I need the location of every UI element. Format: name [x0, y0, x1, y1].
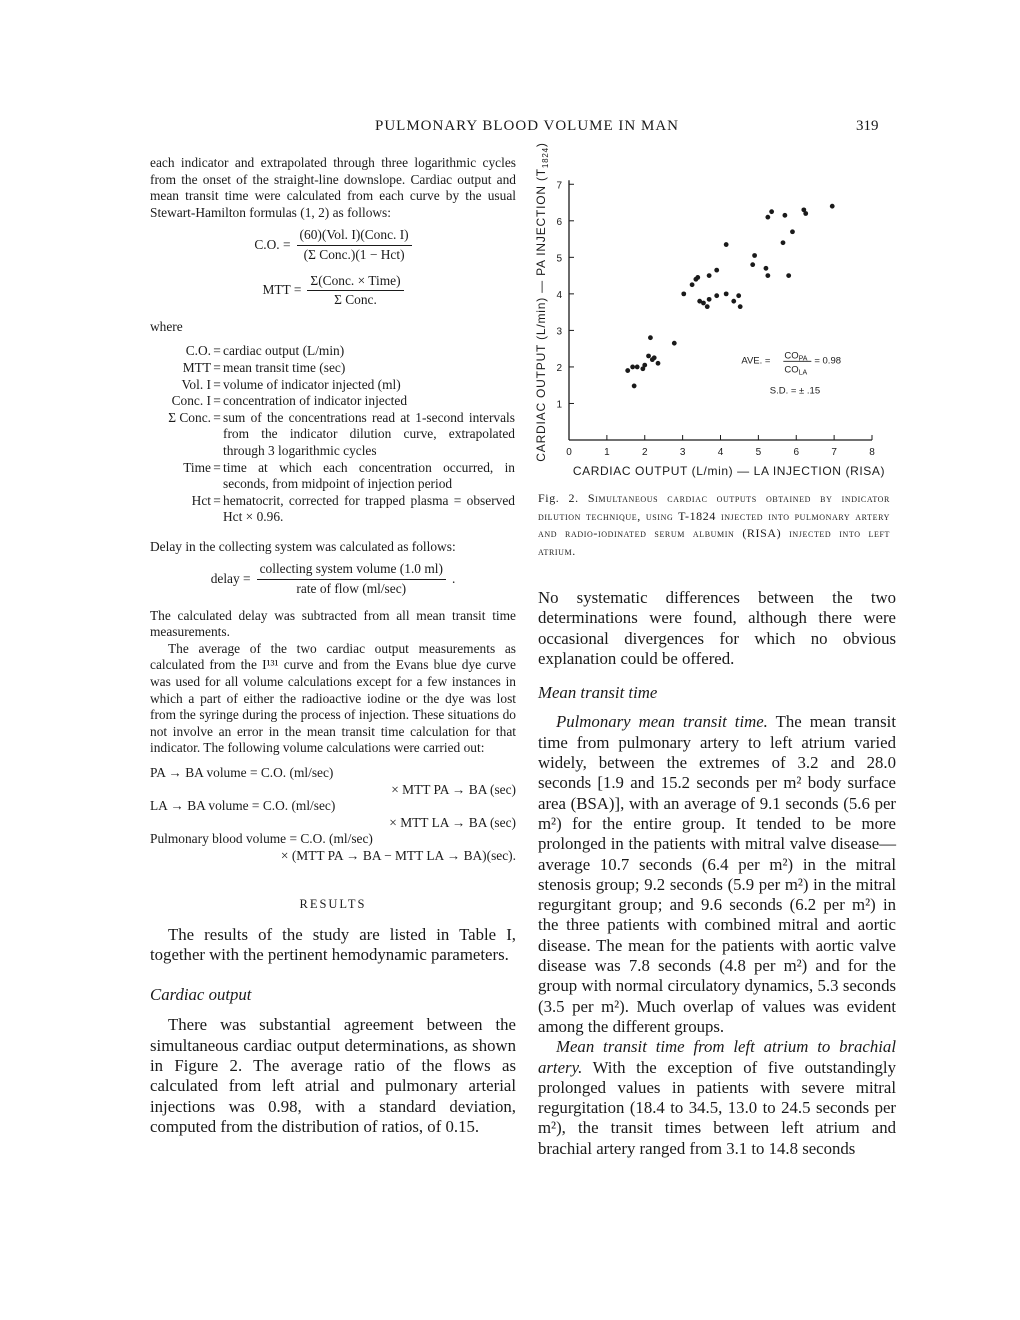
def-key: Time — [183, 459, 211, 475]
def-key: Hct — [191, 492, 211, 508]
data-point — [672, 341, 677, 346]
delay-intro: Delay in the collecting system was calculated as follows: — [150, 538, 456, 554]
plot-axes — [569, 180, 872, 440]
data-point — [724, 291, 729, 296]
annotation-ave-prefix: AVE. = — [741, 355, 771, 367]
def-value: time at which each concentration occurred, in seconds, from midpoint of injection period — [223, 459, 515, 492]
co-formula — [150, 227, 516, 263]
y-tick-label: 1 — [556, 399, 562, 411]
def-key: MTT — [182, 359, 211, 375]
data-point — [786, 273, 791, 278]
where-label: where — [150, 318, 183, 334]
delay-formula — [150, 561, 516, 597]
data-point — [642, 363, 647, 368]
data-point — [707, 273, 712, 278]
figure-caption-lead: Fig. 2. — [538, 491, 579, 505]
def-key: C.O. — [185, 343, 211, 359]
x-tick-label: 2 — [641, 447, 648, 458]
x-tick-label: 4 — [717, 447, 724, 458]
vol-la-line1: LA → BA volume = C.O. (ml/sec) — [150, 798, 336, 814]
data-point — [625, 368, 630, 373]
page-number: 319 — [856, 118, 879, 134]
no-differences-paragraph: No systematic differences between the two determinations were found, although there were occasional divergences for which no obvious explanation could be offered. — [538, 588, 896, 668]
data-point — [738, 304, 743, 309]
la-ba-text: With the exception of five outstandingly prolonged values in patients with severe mitral regurgitation (18.4 to 34.5, 13.0 to 24.5 seconds per m²), the transit times between left atrium and brachial artery ranged from 3.1 to 14.8 seconds — [538, 1057, 896, 1158]
vol-la-line2: × MTT LA → BA (sec) — [389, 814, 516, 830]
data-point — [750, 262, 755, 267]
y-tick-label: 3 — [556, 326, 562, 338]
x-tick-label: 0 — [566, 447, 572, 458]
annotation-ave-value: = 0.98 — [814, 355, 842, 367]
intro-paragraph: each indicator and extrapolated through three logarithmic cycles from the onset of the straight-line downslope. Cardiac output and mean transit time were calculated from each curve by the usual Stewart-Hamilton formulas (1, 2) as follows: — [150, 155, 516, 220]
data-point — [752, 253, 757, 258]
vol-pulm-line1: Pulmonary blood volume = C.O. (ml/sec) — [150, 831, 373, 847]
co-formula-denominator: (Σ Conc.)(1 − Hct) — [303, 246, 405, 262]
data-point — [781, 240, 786, 245]
vol-pulm-line2: × (MTT PA → BA − MTT LA → BA)(sec). — [280, 847, 516, 863]
running-header-title: PULMONARY BLOOD VOLUME IN MAN — [375, 118, 680, 134]
vol-pa-line2: × MTT PA → BA (sec) — [391, 781, 516, 797]
data-point — [707, 297, 712, 302]
def-key: Conc. I — [171, 393, 211, 409]
x-tick-label: 3 — [679, 447, 686, 458]
data-point — [648, 335, 653, 340]
def-value: cardiac output (L/min) — [223, 343, 345, 359]
la-ba-lead: Mean transit time from left atrium to brachial artery. — [538, 1037, 896, 1077]
figure-2-scatter-plot — [525, 140, 900, 485]
def-value: sum of the concentrations read at 1-second intervals from the indicator dilution curve, extrapolated through 3 logarithmic cycles — [223, 409, 515, 458]
co-formula-numerator: (60)(Vol. I)(Conc. I) — [297, 227, 412, 246]
x-tick-label: 7 — [831, 447, 837, 458]
x-tick-label: 8 — [869, 447, 875, 458]
data-point — [714, 268, 719, 273]
figure-caption — [538, 490, 890, 560]
data-point — [764, 266, 769, 271]
co-formula-lhs: C.O. = — [254, 237, 291, 253]
mtt-formula-denominator: Σ Conc. — [334, 292, 377, 308]
data-point — [701, 301, 706, 306]
data-point — [646, 354, 651, 359]
left-column — [150, 155, 516, 1137]
data-point — [790, 229, 795, 234]
mtt-formula — [150, 273, 516, 309]
x-tick-label: 1 — [604, 447, 610, 458]
data-point — [705, 304, 710, 309]
results-heading: RESULTS — [299, 896, 367, 911]
delay-formula-denominator: rate of flow (ml/sec) — [296, 581, 407, 597]
figure-caption-text: Simultaneous cardiac outputs obtained by indicator dilution technique, using T-1824 injected into pulmonary artery and radio-iodinated serum albumin (RISA) injected into left atrium. — [538, 491, 890, 558]
def-value: mean transit time (sec) — [223, 359, 346, 375]
y-axis-title: CARDIAC OUTPUT (L/min) — PA INJECTION $(T_{1824})$ — [534, 142, 550, 462]
delay-paragraph: The calculated delay was subtracted from all mean transit time measurements. — [150, 607, 516, 640]
data-point — [765, 273, 770, 278]
average-paragraph: The average of the two cardiac output measurements as calculated from the I¹³¹ curve and from the Evans blue dye curve was used for all volume calculations except for a few instances in which a part of either the radioactive iodine or the dye was lost from the syringe during the process of injection. These situations do not involve an error in the mean transit time calculation for that indicator. The following volume calculations were carried out: — [150, 640, 516, 756]
data-point — [690, 282, 695, 287]
data-point — [830, 204, 835, 209]
y-tick-label: 5 — [556, 253, 562, 265]
annotation-ave-numerator: $CO_{PA}$ — [784, 350, 808, 363]
results-paragraph: The results of the study are listed in Table I, together with the pertinent hemodynamic parameters. — [150, 924, 516, 964]
vol-pa-line1: PA → BA volume = C.O. (ml/sec) — [150, 765, 334, 780]
volume-calculations — [150, 765, 516, 865]
def-key: Vol. I — [181, 376, 211, 392]
data-point — [656, 361, 661, 366]
annotation-sd: S.D. = ± .15 — [769, 385, 821, 397]
data-point — [769, 209, 774, 214]
right-column — [538, 588, 896, 1159]
def-value: volume of indicator injected (ml) — [223, 376, 401, 392]
data-point — [731, 299, 736, 304]
data-point — [724, 242, 729, 247]
def-key: Σ Conc. — [168, 409, 211, 425]
data-point — [782, 213, 787, 218]
cardiac-output-heading: Cardiac output — [150, 985, 252, 1005]
delay-formula-numerator: collecting system volume (1.0 ml) — [257, 561, 446, 580]
def-value: concentration of indicator injected — [223, 393, 408, 409]
data-point — [630, 365, 635, 370]
data-point — [736, 293, 741, 298]
data-point — [632, 384, 637, 389]
la-ba-paragraph — [538, 1037, 896, 1159]
pulmonary-mtt-paragraph — [538, 712, 896, 1037]
data-point — [803, 211, 808, 216]
y-tick-label: 7 — [556, 180, 562, 192]
data-point — [765, 215, 770, 220]
data-point — [652, 355, 657, 360]
y-tick-label: 4 — [556, 289, 562, 301]
data-point — [714, 293, 719, 298]
data-point — [635, 365, 640, 370]
delay-formula-lhs: delay = — [210, 571, 251, 587]
x-tick-label: 6 — [793, 447, 800, 458]
annotation-ave-denominator: $CO_{LA}$ — [784, 364, 808, 377]
y-tick-label: 2 — [556, 362, 562, 374]
data-point — [695, 275, 700, 280]
plot-ticks — [556, 180, 875, 458]
definitions-list: C.O. = cardiac output (L/min) MTT = mean transit time (sec) Vol. I = volume of indicator injected (ml) Conc. I = concentration of indicator injected Σ Conc. = sum of the concentrations read at 1-second intervals from the indicator dilution curve, extrapolated through 3 logarithmic cycles Time = time at which each concentration occurred, in seconds, from midpoint of injection period Hct = hematocrit, corrected for trapped plasma = observed Hct × 0.96. — [150, 343, 516, 526]
def-value: hematocrit, corrected for trapped plasma = observed Hct × 0.96. — [223, 492, 515, 525]
plot-annotations — [741, 350, 841, 396]
mtt-formula-numerator: Σ(Conc. × Time) — [307, 273, 403, 292]
data-point — [681, 291, 686, 296]
pulmonary-mtt-lead: Pulmonary mean transit time. — [556, 712, 768, 732]
delay-formula-period: . — [451, 571, 456, 587]
pulmonary-mtt-text: The mean transit time from pulmonary artery to left atrium varied widely, between the extremes of 3.2 and 28.0 seconds [1.9 and 15.2 seconds per m² body surface area (BSA)], with an average of 9.1 seconds (5.6 per m²) for the entire group. It tended to be more prolonged in the patients with mitral valve disease—average 10.7 seconds (6.4 per m²) in the mitral stenosis group; 9.2 seconds (5.9 per m²) in the mitral regurgitant group; and 9.6 seconds (6.2 per m²) in the three patients with combined mitral and aortic disease. The mean for the patients with aortic valve disease was 7.8 seconds (4.8 per m²) and for the group with normal circulatory dynamics, 5.3 seconds (3.5 per m²). Much overlap of values was evident among the different groups. — [538, 712, 896, 1036]
mtt-formula-lhs: MTT = — [262, 282, 302, 298]
x-axis-title: CARDIAC OUTPUT (L/min) — LA INJECTION (RISA) — [572, 464, 886, 478]
x-tick-label: 5 — [755, 447, 762, 458]
y-tick-label: 6 — [556, 216, 562, 228]
mean-transit-heading: Mean transit time — [538, 683, 658, 703]
cardiac-output-paragraph: There was substantial agreement between the simultaneous cardiac output determinations, as shown in Figure 2. The average ratio of the flows as calculated from left atrial and pulmonary arterial injections was 0.98, with a standard deviation, computed from the distribution of ratios, of 0.15. — [150, 1015, 516, 1136]
